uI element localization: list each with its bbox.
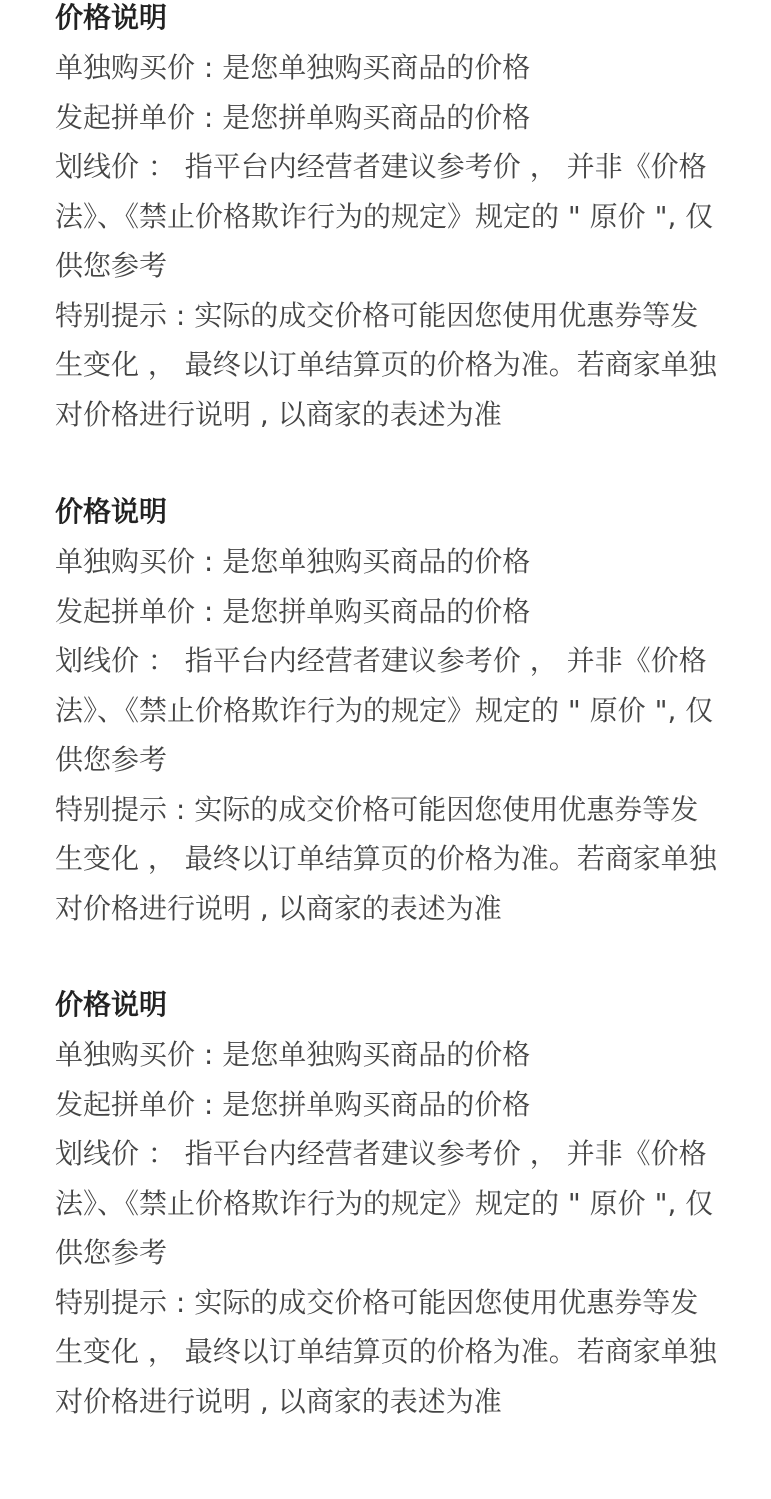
special-notice-line-3: 对价格进行说明 , 以商家的表述为准 (55, 397, 502, 431)
special-notice-line-1: 特别提示 : 实际的成交价格可能因您使用优惠券等发 (55, 298, 699, 332)
special-notice-line-1: 特别提示 : 实际的成交价格可能因您使用优惠券等发 (55, 792, 699, 826)
strikethrough-price-line-3: 供您参考 (55, 743, 168, 776)
group-purchase-price-line: 发起拼单价 : 是您拼单购买商品的价格 (55, 100, 531, 134)
single-purchase-price-line: 单独购买价 : 是您单独购买商品的价格 (55, 545, 531, 578)
section-title: 价格说明 (55, 495, 168, 528)
strikethrough-price-line-2: 法》、《禁止价格欺诈行为的规定》规定的 " 原价 ", 仅 (55, 199, 714, 233)
single-purchase-price-line: 单独购买价 : 是您单独购买商品的价格 (55, 1038, 531, 1071)
group-purchase-price-line: 发起拼单价 : 是您拼单购买商品的价格 (55, 594, 531, 628)
special-notice-line-2: 生变化 ， 最终以订单结算页的价格为准。若商家单独 (55, 842, 717, 875)
price-explanation-section (55, 486, 725, 933)
strikethrough-price-line-1: 划线价 ： 指平台内经营者建议参考价 ， 并非《价格 (55, 644, 707, 677)
price-explanation-section (55, 979, 725, 1426)
strikethrough-price-line-1: 划线价 ： 指平台内经营者建议参考价 ， 并非《价格 (55, 1137, 707, 1170)
strikethrough-price-line-2: 法》、《禁止价格欺诈行为的规定》规定的 " 原价 ", 仅 (55, 1186, 714, 1220)
special-notice-line-2: 生变化 ， 最终以订单结算页的价格为准。若商家单独 (55, 348, 717, 381)
special-notice-line-1: 特别提示 : 实际的成交价格可能因您使用优惠券等发 (55, 1285, 699, 1319)
strikethrough-price-line-3: 供您参考 (55, 1236, 168, 1269)
special-notice-line-2: 生变化 ， 最终以订单结算页的价格为准。若商家单独 (55, 1335, 717, 1368)
group-purchase-price-line: 发起拼单价 : 是您拼单购买商品的价格 (55, 1087, 531, 1121)
strikethrough-price-line-3: 供您参考 (55, 249, 168, 282)
special-notice-line-3: 对价格进行说明 , 以商家的表述为准 (55, 891, 502, 925)
section-title: 价格说明 (55, 988, 168, 1021)
section-title: 价格说明 (55, 1, 168, 34)
strikethrough-price-line-1: 划线价 ： 指平台内经营者建议参考价 ， 并非《价格 (55, 150, 707, 183)
price-explanation-section (55, 0, 725, 439)
special-notice-line-3: 对价格进行说明 , 以商家的表述为准 (55, 1384, 502, 1418)
strikethrough-price-line-2: 法》、《禁止价格欺诈行为的规定》规定的 " 原价 ", 仅 (55, 693, 714, 727)
single-purchase-price-line: 单独购买价 : 是您单独购买商品的价格 (55, 51, 531, 84)
